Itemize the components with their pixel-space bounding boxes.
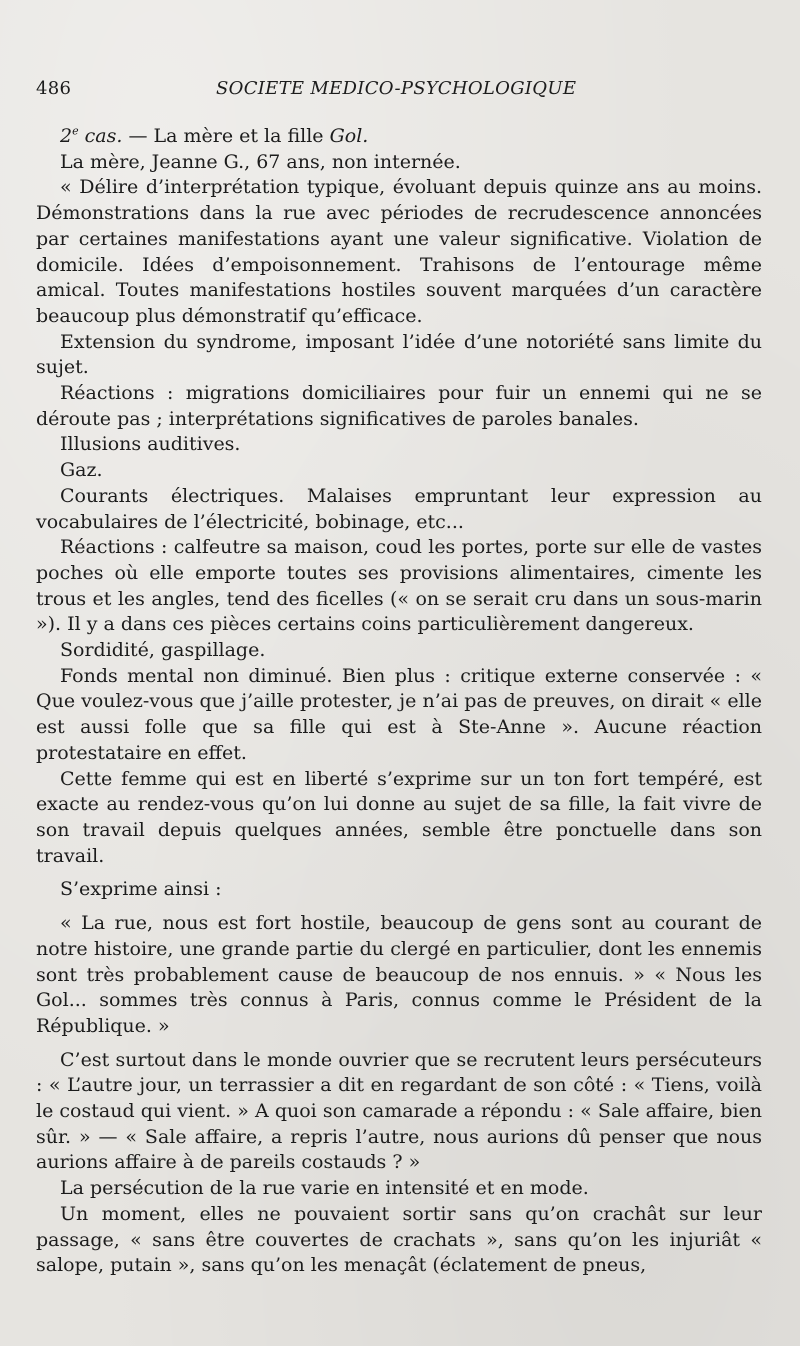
paragraph-14: C’est surtout dans le monde ouvrier que se recrutent leurs persécuteurs : « L’autre jour, un terrassier a dit en regardant de son côté : « Tiens, voilà le costaud qui vient. » A quoi son camarade a répondu : « Sale affaire, bien sûr. » — « Sale affaire, a repris l’autre, nous aurions dû penser que nous aurions affaire à de pareils costauds ? »	[36, 1048, 762, 1174]
paragraph-7: Courants électriques. Malaises empruntant leur expression au vocabulaires de l’électricité, bobinage, etc...	[36, 484, 762, 533]
paragraph-10: Fonds mental non diminué. Bien plus : critique externe conservée : « Que voulez-vous que j’aille protester, je n’ai pas de preuves, on dirait « elle est aussi folle que sa fille qui est à Ste-Anne ». Aucune réaction protestataire en effet.	[36, 664, 762, 764]
paragraph-5: Illusions auditives.	[60, 433, 241, 456]
paragraph-16: Un moment, elles ne pouvaient sortir sans qu’on crachât sur leur passage, « sans être couvertes de crachats », sans qu’on les injuriât « salope, putain », sans qu’on les menaçât (éclatement de pneus,	[36, 1202, 762, 1277]
paragraph-11: Cette femme qui est en liberté s’exprime sur un ton fort tempéré, est exacte au rendez-vous qu’on lui donne au sujet de sa fille, la fait vivre de son travail depuis quelques années, semble être ponctuelle dans son travail.	[36, 767, 762, 867]
page-header	[36, 78, 762, 104]
case-heading	[36, 124, 762, 150]
paragraph-3: Extension du syndrome, imposant l’idée d’une notoriété sans limite du sujet.	[36, 330, 762, 379]
paragraph-13: « La rue, nous est fort hostile, beaucoup de gens sont au courant de notre histoire, une grande partie du clergé en particulier, dont les ennemis sont très probablement cause de beaucoup de nos ennuis. » « Nous les Gol... sommes très connus à Paris, connus comme le Président de la République. »	[36, 912, 762, 1037]
paragraph-4: Réactions : migrations domiciliaires pour fuir un ennemi qui ne se déroute pas ; interprétations significatives de paroles banales.	[36, 382, 762, 430]
paragraph-12: S’exprime ainsi :	[60, 878, 222, 901]
paragraph-9: Sordidité, gaspillage.	[60, 639, 266, 662]
page-number: 486	[36, 78, 72, 99]
paragraph-6: Gaz.	[60, 459, 103, 482]
paragraph-1: La mère, Jeanne G., 67 ans, non internée.	[60, 150, 461, 173]
running-title: SOCIETE MEDICO-PSYCHOLOGIQUE	[216, 78, 577, 99]
case-dash: — La mère et la fille	[122, 125, 330, 147]
case-label: cas.	[84, 125, 123, 147]
paragraph-8: Réactions : calfeutre sa maison, coud les portes, porte sur elle de vastes poches où elle emporte toutes ses provisions alimentaires, cimente les trous et les angles, tend des ficelles (« on se serait cru dans un sous-marin »). Il y a dans ces pièces certains coins particulièrement dangereux.	[36, 536, 762, 636]
case-number-suffix: e	[72, 124, 79, 138]
paragraph-15: La persécution de la rue varie en intensité et en mode.	[60, 1177, 589, 1200]
body-text	[36, 124, 762, 1279]
case-name: Gol.	[329, 125, 369, 147]
case-number: 2e cas.	[60, 124, 123, 147]
paragraph-2: « Délire d’interprétation typique, évoluant depuis quinze ans au moins. Démonstrations dans la rue avec périodes de recrudescence annoncées par certaines manifestations ayant une valeur significative. Violation de domicile. Idées d’empoisonnement. Trahisons de l’entourage même amical. Toutes manifestations hostiles souvent marquées d’un caractère beaucoup plus démonstratif qu’efficace.	[36, 176, 762, 327]
